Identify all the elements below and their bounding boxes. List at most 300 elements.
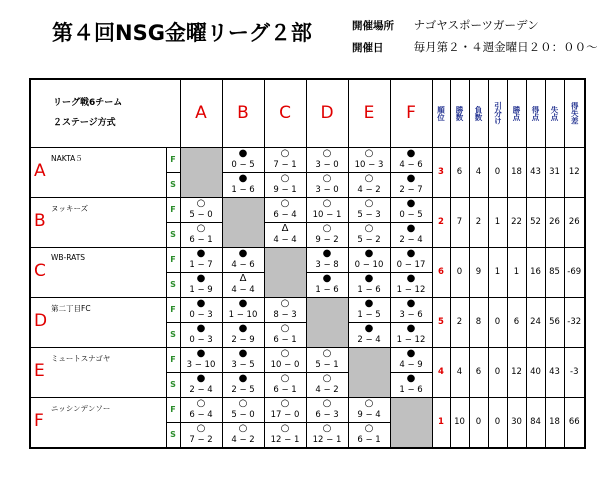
match-score: 4 − 2 bbox=[357, 185, 381, 195]
col-header-stat bbox=[507, 79, 526, 147]
team-name-cell bbox=[30, 197, 166, 247]
result-mark-icon: ● bbox=[406, 223, 416, 234]
result-mark-icon: ● bbox=[406, 298, 416, 309]
result-mark-icon: ○ bbox=[280, 148, 290, 159]
match-result-cell bbox=[348, 397, 390, 422]
col-header-stat bbox=[432, 79, 450, 147]
match-score: 1 − 5 bbox=[357, 310, 381, 320]
stat-value: 0 bbox=[450, 247, 469, 297]
match-result-cell bbox=[180, 322, 222, 347]
league-format-line2: ２ステージ方式 bbox=[53, 118, 116, 129]
result-mark-icon: ● bbox=[196, 273, 206, 284]
result-mark-icon: ○ bbox=[280, 323, 290, 334]
match-score: 2 − 9 bbox=[231, 335, 255, 345]
stat-value: 30 bbox=[507, 397, 526, 448]
result-mark-icon: ○ bbox=[322, 198, 332, 209]
page-title: 第４回NSG金曜リーグ２部 bbox=[52, 21, 312, 45]
team-name: ミュートスナゴヤ bbox=[51, 353, 111, 363]
stat-value: -32 bbox=[564, 297, 585, 347]
col-header-team: C bbox=[264, 79, 306, 147]
match-result-cell bbox=[348, 297, 390, 322]
match-score: 6 − 1 bbox=[357, 435, 381, 445]
result-mark-icon: ○ bbox=[322, 398, 332, 409]
match-score: 2 − 7 bbox=[399, 185, 423, 195]
team-name-cell bbox=[30, 297, 166, 347]
match-score: 12 − 1 bbox=[312, 435, 342, 445]
match-result-cell bbox=[180, 197, 222, 222]
col-header-stat bbox=[564, 79, 585, 147]
result-mark-icon: ○ bbox=[364, 423, 374, 434]
stat-header-text: 勝点 bbox=[512, 105, 521, 121]
stat-value: 43 bbox=[526, 147, 545, 197]
col-header-team: F bbox=[390, 79, 432, 147]
match-result-cell bbox=[390, 347, 432, 372]
result-mark-icon: ● bbox=[406, 173, 416, 184]
match-score: 12 − 1 bbox=[270, 435, 300, 445]
result-mark-icon: ○ bbox=[364, 198, 374, 209]
match-result-cell bbox=[222, 297, 264, 322]
result-mark-icon: ○ bbox=[196, 198, 206, 209]
table-row bbox=[30, 347, 585, 372]
team-letter: E bbox=[34, 360, 45, 381]
stat-value: 16 bbox=[526, 247, 545, 297]
stat-value: 24 bbox=[526, 297, 545, 347]
match-score: 5 − 2 bbox=[357, 235, 381, 245]
result-mark-icon: ○ bbox=[364, 173, 374, 184]
result-mark-icon: ○ bbox=[322, 173, 332, 184]
match-score: 3 − 0 bbox=[315, 160, 339, 170]
result-mark-icon: ● bbox=[238, 173, 248, 184]
stat-header-text: 勝数 bbox=[455, 105, 464, 121]
stage-label: F bbox=[166, 397, 180, 422]
match-result-cell bbox=[306, 372, 348, 397]
stage-label: F bbox=[166, 147, 180, 172]
match-result-cell bbox=[222, 147, 264, 172]
match-result-cell bbox=[222, 322, 264, 347]
stage-label: F bbox=[166, 197, 180, 222]
result-mark-icon: ○ bbox=[280, 198, 290, 209]
match-score: 0 − 5 bbox=[231, 160, 255, 170]
result-mark-icon: ● bbox=[406, 248, 416, 259]
rank-value: 1 bbox=[432, 397, 450, 448]
match-score: 5 − 1 bbox=[315, 360, 339, 370]
match-result-cell bbox=[222, 422, 264, 448]
stat-value: 40 bbox=[526, 347, 545, 397]
match-result-cell bbox=[348, 272, 390, 297]
result-mark-icon: ● bbox=[406, 348, 416, 359]
result-mark-icon: ● bbox=[238, 373, 248, 384]
team-name: NAKTA５ bbox=[51, 153, 83, 163]
match-score: 17 − 0 bbox=[270, 410, 300, 420]
stat-value: 43 bbox=[545, 347, 564, 397]
result-mark-icon: ○ bbox=[238, 423, 248, 434]
stat-header-text: 得失差 bbox=[570, 102, 580, 125]
match-score: 4 − 2 bbox=[231, 435, 255, 445]
col-header-stat bbox=[450, 79, 469, 147]
rank-value: 6 bbox=[432, 247, 450, 297]
result-mark-icon: ○ bbox=[322, 373, 332, 384]
match-result-cell bbox=[306, 272, 348, 297]
match-score: 1 − 6 bbox=[231, 185, 255, 195]
result-mark-icon: ● bbox=[322, 248, 332, 259]
result-mark-icon: ○ bbox=[364, 223, 374, 234]
match-result-cell bbox=[348, 147, 390, 172]
stage-label: S bbox=[166, 322, 180, 347]
result-mark-icon: ● bbox=[364, 323, 374, 334]
match-result-cell bbox=[348, 222, 390, 247]
col-header-stat bbox=[526, 79, 545, 147]
match-result-cell bbox=[264, 347, 306, 372]
match-score: 10 − 3 bbox=[354, 160, 384, 170]
col-header-team: E bbox=[348, 79, 390, 147]
stat-value: 12 bbox=[564, 147, 585, 197]
match-result-cell bbox=[222, 347, 264, 372]
stat-value: 4 bbox=[469, 147, 488, 197]
col-header-team: D bbox=[306, 79, 348, 147]
match-score: 2 − 4 bbox=[357, 335, 381, 345]
match-result-cell bbox=[264, 297, 306, 322]
stat-header-text: 得点 bbox=[531, 105, 540, 121]
stage-label: F bbox=[166, 247, 180, 272]
match-result-cell bbox=[348, 197, 390, 222]
result-mark-icon: ● bbox=[238, 323, 248, 334]
match-result-cell bbox=[180, 272, 222, 297]
stat-value: 6 bbox=[469, 347, 488, 397]
match-result-cell bbox=[390, 272, 432, 297]
stat-header-text: 負数 bbox=[474, 105, 483, 121]
match-score: 0 − 3 bbox=[189, 335, 213, 345]
match-result-cell bbox=[390, 372, 432, 397]
result-mark-icon: ○ bbox=[196, 398, 206, 409]
match-result-cell bbox=[390, 322, 432, 347]
venue-info bbox=[352, 17, 539, 33]
self-match-cell bbox=[264, 247, 306, 297]
match-result-cell bbox=[306, 247, 348, 272]
team-name-cell bbox=[30, 347, 166, 397]
result-mark-icon: ○ bbox=[364, 148, 374, 159]
result-mark-icon: ● bbox=[238, 148, 248, 159]
match-score: 4 − 4 bbox=[273, 235, 297, 245]
stat-value: 18 bbox=[545, 397, 564, 448]
match-result-cell bbox=[180, 422, 222, 448]
match-score: 8 − 3 bbox=[273, 310, 297, 320]
stat-value: 1 bbox=[507, 247, 526, 297]
result-mark-icon: ● bbox=[364, 248, 374, 259]
result-mark-icon: ● bbox=[196, 373, 206, 384]
match-result-cell bbox=[264, 422, 306, 448]
match-score: 4 − 6 bbox=[231, 260, 255, 270]
rank-value: 2 bbox=[432, 197, 450, 247]
result-mark-icon: ● bbox=[406, 323, 416, 334]
match-score: 4 − 9 bbox=[399, 360, 423, 370]
match-result-cell bbox=[264, 397, 306, 422]
stat-value: 0 bbox=[469, 397, 488, 448]
match-score: 9 − 1 bbox=[273, 185, 297, 195]
stat-value: 31 bbox=[545, 147, 564, 197]
match-result-cell bbox=[390, 247, 432, 272]
match-result-cell bbox=[180, 247, 222, 272]
self-match-cell bbox=[390, 397, 432, 448]
match-score: 3 − 10 bbox=[186, 360, 216, 370]
result-mark-icon: ○ bbox=[280, 423, 290, 434]
match-score: 1 − 12 bbox=[396, 285, 426, 295]
match-score: 3 − 0 bbox=[315, 185, 339, 195]
rank-value: 3 bbox=[432, 147, 450, 197]
result-mark-icon: ○ bbox=[322, 223, 332, 234]
team-name-cell bbox=[30, 397, 166, 448]
match-score: 9 − 2 bbox=[315, 235, 339, 245]
match-result-cell bbox=[264, 197, 306, 222]
match-score: 2 − 4 bbox=[189, 385, 213, 395]
match-result-cell bbox=[180, 297, 222, 322]
match-score: 6 − 3 bbox=[315, 410, 339, 420]
match-result-cell bbox=[264, 222, 306, 247]
self-match-cell bbox=[348, 347, 390, 397]
table-row bbox=[30, 247, 585, 272]
result-mark-icon: Δ bbox=[281, 223, 289, 234]
stat-value: 85 bbox=[545, 247, 564, 297]
match-result-cell bbox=[390, 197, 432, 222]
col-header-stat bbox=[545, 79, 564, 147]
date-label: 開催日 bbox=[352, 42, 384, 54]
table-body bbox=[30, 147, 585, 448]
league-table bbox=[29, 78, 586, 449]
stat-value: 4 bbox=[450, 347, 469, 397]
team-name: 第二丁目FC bbox=[51, 303, 91, 313]
stat-value: 52 bbox=[526, 197, 545, 247]
stat-value: 2 bbox=[450, 297, 469, 347]
stat-value: 6 bbox=[507, 297, 526, 347]
team-name-cell bbox=[30, 147, 166, 197]
stage-label: S bbox=[166, 422, 180, 448]
result-mark-icon: ● bbox=[196, 298, 206, 309]
stat-value: 26 bbox=[545, 197, 564, 247]
team-name-cell bbox=[30, 247, 166, 297]
match-result-cell bbox=[390, 222, 432, 247]
stat-value: 66 bbox=[564, 397, 585, 448]
result-mark-icon: Δ bbox=[239, 273, 247, 284]
table-row bbox=[30, 297, 585, 322]
stat-header-text: 失点 bbox=[550, 105, 559, 121]
result-mark-icon: ○ bbox=[322, 148, 332, 159]
match-result-cell bbox=[264, 322, 306, 347]
match-result-cell bbox=[222, 172, 264, 197]
match-result-cell bbox=[180, 347, 222, 372]
stat-value: 0 bbox=[488, 297, 507, 347]
stat-value: 10 bbox=[450, 397, 469, 448]
team-letter: C bbox=[34, 260, 46, 281]
match-score: 0 − 5 bbox=[399, 210, 423, 220]
table-row bbox=[30, 197, 585, 222]
col-header-stat bbox=[488, 79, 507, 147]
stat-value: 56 bbox=[545, 297, 564, 347]
match-score: 10 − 0 bbox=[270, 360, 300, 370]
stat-value: 7 bbox=[450, 197, 469, 247]
col-header-stat bbox=[469, 79, 488, 147]
match-score: 6 − 1 bbox=[273, 335, 297, 345]
table-row bbox=[30, 397, 585, 422]
stat-value: -3 bbox=[564, 347, 585, 397]
rank-value: 4 bbox=[432, 347, 450, 397]
match-score: 6 − 1 bbox=[273, 385, 297, 395]
result-mark-icon: ● bbox=[196, 248, 206, 259]
match-score: 1 − 10 bbox=[228, 310, 258, 320]
result-mark-icon: ● bbox=[322, 273, 332, 284]
stage-label: S bbox=[166, 372, 180, 397]
venue-label: 開催場所 bbox=[352, 20, 394, 32]
result-mark-icon: ● bbox=[196, 323, 206, 334]
result-mark-icon: ○ bbox=[280, 398, 290, 409]
match-result-cell bbox=[264, 172, 306, 197]
team-letter: D bbox=[34, 310, 48, 331]
stage-label: S bbox=[166, 222, 180, 247]
stat-value: 84 bbox=[526, 397, 545, 448]
match-score: 9 − 4 bbox=[357, 410, 381, 420]
match-score: 6 − 4 bbox=[273, 210, 297, 220]
date-info bbox=[352, 39, 598, 55]
self-match-cell bbox=[306, 297, 348, 347]
stat-value: 0 bbox=[488, 347, 507, 397]
stage-label: S bbox=[166, 272, 180, 297]
match-result-cell bbox=[264, 147, 306, 172]
match-result-cell bbox=[306, 222, 348, 247]
stage-label: S bbox=[166, 172, 180, 197]
match-score: 10 − 1 bbox=[312, 210, 342, 220]
result-mark-icon: ● bbox=[406, 373, 416, 384]
match-result-cell bbox=[348, 322, 390, 347]
match-score: 7 − 1 bbox=[273, 160, 297, 170]
league-format-cell bbox=[30, 79, 180, 147]
result-mark-icon: ○ bbox=[280, 348, 290, 359]
match-score: 4 − 6 bbox=[399, 160, 423, 170]
result-mark-icon: ● bbox=[364, 273, 374, 284]
result-mark-icon: ○ bbox=[364, 398, 374, 409]
match-score: 5 − 0 bbox=[231, 410, 255, 420]
match-result-cell bbox=[264, 372, 306, 397]
match-result-cell bbox=[180, 222, 222, 247]
match-result-cell bbox=[306, 197, 348, 222]
col-header-team: B bbox=[222, 79, 264, 147]
match-score: 5 − 3 bbox=[357, 210, 381, 220]
match-result-cell bbox=[222, 372, 264, 397]
match-score: 4 − 4 bbox=[231, 285, 255, 295]
match-result-cell bbox=[390, 147, 432, 172]
match-score: 2 − 5 bbox=[231, 385, 255, 395]
match-result-cell bbox=[306, 397, 348, 422]
match-score: 5 − 0 bbox=[189, 210, 213, 220]
result-mark-icon: ○ bbox=[238, 398, 248, 409]
match-result-cell bbox=[306, 147, 348, 172]
match-score: 1 − 6 bbox=[315, 285, 339, 295]
match-score: 6 − 4 bbox=[189, 410, 213, 420]
match-result-cell bbox=[348, 422, 390, 448]
match-score: 2 − 4 bbox=[399, 235, 423, 245]
team-name: ヌッキーズ bbox=[51, 203, 89, 213]
result-mark-icon: ○ bbox=[322, 423, 332, 434]
stat-value: 26 bbox=[564, 197, 585, 247]
match-score: 0 − 3 bbox=[189, 310, 213, 320]
col-header-team: A bbox=[180, 79, 222, 147]
stat-value: 22 bbox=[507, 197, 526, 247]
stage-label: F bbox=[166, 347, 180, 372]
stat-value: -69 bbox=[564, 247, 585, 297]
result-mark-icon: ● bbox=[406, 273, 416, 284]
stat-value: 6 bbox=[450, 147, 469, 197]
stat-value: 0 bbox=[488, 147, 507, 197]
stat-header-text: 引分け bbox=[493, 102, 503, 125]
match-score: 7 − 2 bbox=[189, 435, 213, 445]
rank-value: 5 bbox=[432, 297, 450, 347]
stat-header-text: 順位 bbox=[436, 105, 446, 121]
result-mark-icon: ○ bbox=[280, 298, 290, 309]
result-mark-icon: ● bbox=[406, 148, 416, 159]
match-score: 1 − 12 bbox=[396, 335, 426, 345]
self-match-cell bbox=[180, 147, 222, 197]
stat-value: 12 bbox=[507, 347, 526, 397]
match-result-cell bbox=[180, 372, 222, 397]
league-format-line1: リーグ戦6チーム bbox=[53, 98, 123, 109]
match-score: 3 − 6 bbox=[399, 310, 423, 320]
match-result-cell bbox=[390, 172, 432, 197]
match-result-cell bbox=[222, 247, 264, 272]
stat-value: 0 bbox=[488, 397, 507, 448]
match-score: 0 − 17 bbox=[396, 260, 426, 270]
match-score: 3 − 5 bbox=[231, 360, 255, 370]
team-letter: F bbox=[34, 410, 44, 431]
result-mark-icon: ● bbox=[238, 248, 248, 259]
match-result-cell bbox=[180, 397, 222, 422]
stat-value: 8 bbox=[469, 297, 488, 347]
match-score: 1 − 7 bbox=[189, 260, 213, 270]
result-mark-icon: ● bbox=[196, 348, 206, 359]
venue-value: ナゴヤスポーツガーデン bbox=[413, 18, 539, 32]
result-mark-icon: ○ bbox=[196, 423, 206, 434]
match-result-cell bbox=[222, 397, 264, 422]
result-mark-icon: ● bbox=[238, 298, 248, 309]
table-row bbox=[30, 147, 585, 172]
stat-value: 1 bbox=[488, 247, 507, 297]
stat-value: 9 bbox=[469, 247, 488, 297]
stat-value: 1 bbox=[488, 197, 507, 247]
match-result-cell bbox=[306, 172, 348, 197]
match-result-cell bbox=[222, 272, 264, 297]
result-mark-icon: ○ bbox=[196, 223, 206, 234]
date-value: 毎月第２・４週金曜日２０：００〜 bbox=[413, 40, 598, 54]
team-name: WB-RATS bbox=[51, 252, 86, 262]
match-result-cell bbox=[306, 347, 348, 372]
match-score: 1 − 6 bbox=[399, 385, 423, 395]
team-letter: A bbox=[34, 160, 46, 181]
match-score: 3 − 8 bbox=[315, 260, 339, 270]
match-result-cell bbox=[348, 172, 390, 197]
match-result-cell bbox=[306, 422, 348, 448]
result-mark-icon: ○ bbox=[280, 373, 290, 384]
match-result-cell bbox=[348, 247, 390, 272]
stage-label: F bbox=[166, 297, 180, 322]
match-score: 4 − 2 bbox=[315, 385, 339, 395]
match-score: 1 − 6 bbox=[357, 285, 381, 295]
team-letter: B bbox=[34, 210, 46, 231]
result-mark-icon: ● bbox=[364, 298, 374, 309]
self-match-cell bbox=[222, 197, 264, 247]
match-score: 6 − 1 bbox=[189, 235, 213, 245]
match-score: 0 − 10 bbox=[354, 260, 384, 270]
match-result-cell bbox=[390, 297, 432, 322]
result-mark-icon: ● bbox=[406, 198, 416, 209]
stat-value: 2 bbox=[469, 197, 488, 247]
stat-value: 18 bbox=[507, 147, 526, 197]
header-row bbox=[30, 79, 585, 147]
